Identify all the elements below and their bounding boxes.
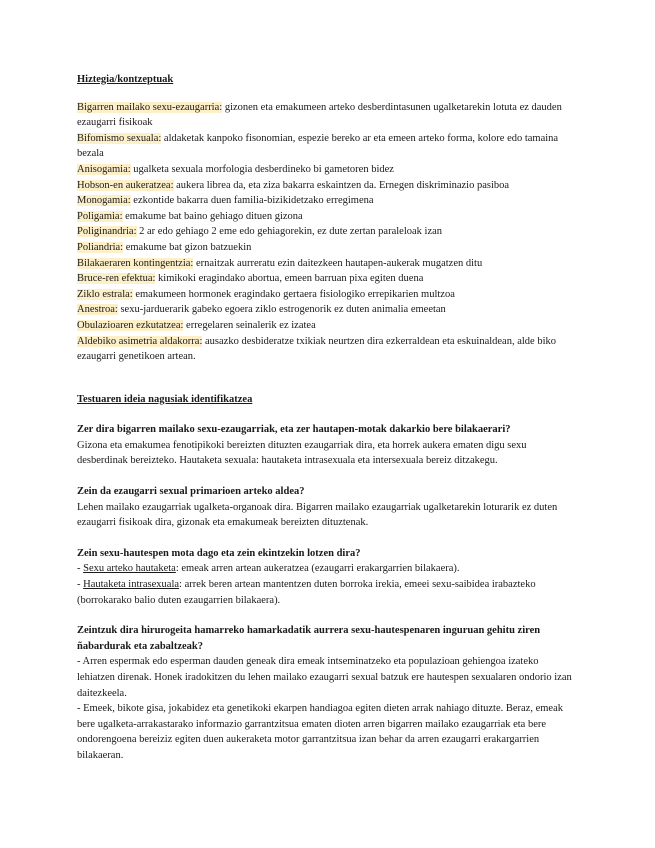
question-title: Zein sexu-hautespen mota dago eta zein ekintzekin lotzen dira? (77, 547, 361, 559)
glossary-item (77, 178, 577, 194)
selection-type-term: Hautaketa intrasexuala (83, 579, 180, 591)
glossary-item (77, 162, 577, 178)
question-block (77, 484, 577, 531)
glossary-heading: Hiztegia/kontzeptuak (77, 74, 174, 85)
glossary-term: Poligamia: (77, 210, 123, 222)
glossary-term: Bilakaeraren kontingentzia: (77, 257, 194, 269)
glossary-definition: emakume bat gizon batzuekin (123, 241, 252, 253)
glossary-term: Poliginandria: (77, 226, 137, 238)
glossary-definition: gizonen eta emakumeen arteko desberdintasunen ugalketarekin lotuta ez dauden ezaugarri fisikoak (77, 101, 562, 129)
glossary-definition: emakume bat baino gehiago dituen gizona (122, 210, 303, 222)
document-page (77, 72, 577, 764)
glossary-term: Obulazioaren ezkutatzea: (77, 319, 184, 331)
answer-line (77, 577, 577, 608)
glossary-definition: aldaketak kanpoko fisonomian, espezie bereko ar eta emeen arteko forma, kolore edo tamaina bezala (77, 132, 559, 160)
glossary-term: Bruce-ren efektua: (77, 273, 156, 285)
bullet-dash: - (77, 579, 84, 591)
glossary-item (77, 334, 577, 365)
glossary-item (77, 287, 577, 303)
section-spacer (77, 365, 577, 392)
glossary-definition: aukera librea da, eta ziza bakarra eskaintzen da. Ernegen diskriminazio pasiboa (173, 179, 510, 191)
answer-text: Gizona eta emakumea fenotipikoki bereizten dituzten ezaugarriak dira, eta horrek aukera ematen digu sexu desberdinak bereizteko. Hautaketa sexuala: hautaketa intrasexuala eta intersexuala bereiz ditzakegu. (77, 439, 527, 467)
glossary-definition: ezkontide bakarra duen familia-bizikidetzako erregimena (130, 195, 374, 207)
glossary-definition: erregelaren seinalerik ez izatea (183, 319, 316, 331)
glossary-item (77, 302, 577, 318)
question-title: Zer dira bigarren mailako sexu-ezaugarriak, eta zer hautapen-motak dakarkio bere bilakaerari? (77, 424, 511, 436)
glossary-item (77, 224, 577, 240)
answer-paragraph: - Emeek, bikote gisa, jokabidez eta genetikoki ekarpen handiagoa egiten dieten arrak nahiago dituzte. Beraz, emeak bere ugalketa-arrakastarako informazio garrantzitsua ematen dioten arren bigarren mailako ezaugarriak eta bere ondorengoena bereiziz egiten duen aukeraketa motor garrantzitsua izan behar da arren ezaugarri erakargarrien bilakaeran. (77, 703, 563, 761)
glossary-term: Bigarren mailako sexu-ezaugarria: (77, 101, 223, 113)
glossary-definition: sexu-jarduerarik gabeko egoera ziklo estrogenorik ez duten animalia emeetan (117, 304, 446, 316)
answer-paragraph: - Arren espermak edo esperman dauden geneak dira emeak intseminatzeko eta populazioan gehiengoa izateko lehiatzen direnak. Honek iradokitzen du lehen mailako ezaugarri sexual batzuk ere hautespen sexualaren ondorio izan daitezkeela. (77, 656, 572, 699)
glossary-definition: ernaitzak aurreratu ezin daitezkeen hautapen-aukerak mugatzen ditu (193, 257, 483, 269)
question-title: Zein da ezaugarri sexual primarioen arteko aldea? (77, 486, 305, 498)
question-block (77, 623, 577, 763)
glossary-term: Ziklo estrala: (77, 288, 133, 300)
answer-line (77, 561, 577, 577)
glossary-definition: ausazko desbideratze txikiak neurtzen dira ezkerraldean eta eskuinaldean, alde biko ezaugarri genetikoen artean. (77, 335, 556, 363)
selection-type-term: Sexu arteko hautaketa (83, 563, 176, 575)
bullet-dash: - (77, 563, 84, 575)
glossary-item (77, 100, 577, 131)
glossary-definition: ugalketa sexuala morfologia desberdineko bi gametoren bidez (130, 163, 394, 175)
glossary-term: Bifomismo sexuala: (77, 132, 162, 144)
glossary-term: Monogamia: (77, 195, 131, 207)
glossary-definition: emakumeen hormonek eragindako gertaera fisiologiko errepikarien multzoa (132, 288, 455, 300)
glossary-item (77, 193, 577, 209)
glossary-list (77, 100, 577, 365)
glossary-item (77, 271, 577, 287)
ideas-heading: Testuaren ideia nagusiak identifikatzea (77, 393, 253, 405)
glossary-item (77, 131, 577, 162)
glossary-definition: 2 ar edo gehiago 2 eme edo gehiagorekin, ez dute zertan paraleloak izan (136, 226, 443, 238)
glossary-term: Hobson-en aukeratzea: (77, 179, 174, 191)
glossary-item (77, 209, 577, 225)
glossary-term: Poliandria: (77, 241, 124, 253)
glossary-definition: kimikoki eragindako abortua, emeen barruan pixa egiten duena (155, 273, 424, 285)
question-block (77, 422, 577, 469)
glossary-term: Aldebiko asimetria aldakorra: (77, 335, 203, 347)
glossary-term: Anisogamia: (77, 163, 131, 175)
answer-text: Lehen mailako ezaugarriak ugalketa-organoak dira. Bigarren mailako ezaugarriak ugalketarekin loturarik ez duten ezaugarri fisikoak dira, gizonak eta emakumeak bereizten dituztenak. (77, 501, 558, 529)
selection-type-description: : arrek beren artean mantentzen duten borroka irekia, emeei sexu-saibidea irabazteko (borrokarako balio duten ezaugarrien bilakaera). (77, 579, 536, 606)
glossary-item (77, 240, 577, 256)
question-title: Zeintzuk dira hirurogeita hamarreko hamarkadatik aurrera sexu-hautespenaren inguruan gehitu ziren ñabardurak eta zabaltzeak? (77, 625, 541, 652)
glossary-item (77, 318, 577, 334)
glossary-term: Anestroa: (77, 304, 118, 316)
question-block (77, 546, 577, 608)
selection-type-description: : emeak arren artean aukeratzea (ezaugarri erakargarrien bilakaera). (175, 563, 460, 575)
glossary-item (77, 256, 577, 272)
